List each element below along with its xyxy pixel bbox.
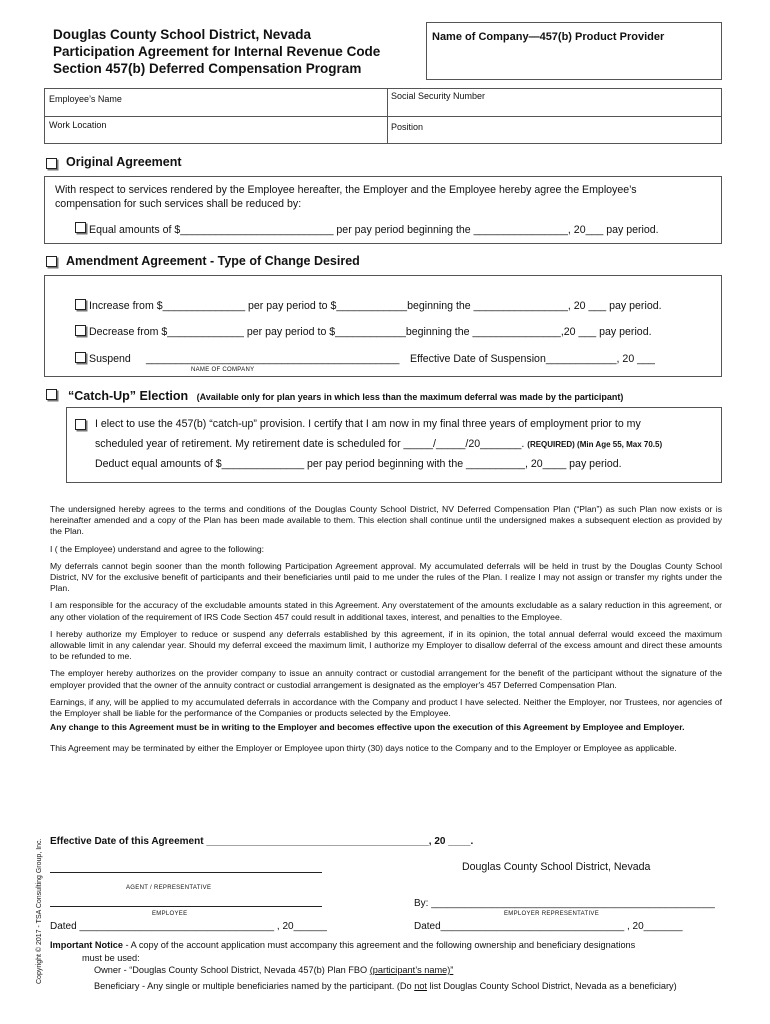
company-field-label: Name of Company—457(b) Product Provider	[432, 31, 665, 43]
company-name-field[interactable]	[426, 22, 722, 80]
original-text-line-1: With respect to services rendered by the Employee hereafter, the Employer and the Employee hereby agree the Employee’s	[55, 184, 637, 196]
catchup-subtitle: (Available only for plan years in which less than the maximum deferral was made by the participant)	[196, 392, 624, 402]
notice-text-2: must be used:	[82, 952, 140, 963]
work-location-label: Work Location	[49, 120, 107, 130]
increase-line[interactable]: Increase from $______________ per pay period to $____________beginning the ________________, 20 ___ pay period.	[89, 300, 662, 312]
employee-name-field[interactable]	[45, 89, 387, 116]
form-title	[53, 26, 380, 77]
employer-by-line[interactable]: By: ___________________________________________________	[414, 898, 715, 909]
original-text-line-2: compensation for such services shall be reduced by:	[55, 198, 302, 210]
amendment-checkbox[interactable]	[46, 256, 57, 267]
district-name: Douglas County School District, Nevada	[462, 861, 651, 873]
terms-paragraph-7: Earnings, if any, will be applied to my accumulated deferrals in accordance with the Company and product I have selected. Neither the Employer, nor Trustees, nor agencies of the Employer shall be liable for the performance of the Companies or products selected by the Employee.	[50, 696, 722, 719]
owner-participant: (participant’s name)”	[369, 965, 454, 975]
catchup-title: “Catch-Up” Election	[68, 389, 189, 403]
terms-section	[50, 504, 722, 755]
increase-checkbox[interactable]	[75, 299, 86, 310]
beneficiary-text-b: list Douglas County School District, Nevada as a beneficiary)	[426, 980, 677, 991]
notice-label: Important Notice	[50, 940, 123, 950]
terms-paragraph-6: The employer hereby authorizes on the provider company to issue an annuity contract or custodial arrangement for the benefit of the participant without the signature of the employer provided that the owner of the annuity contract or custodial arrangement is designated as the employer's 457 Deferred Compensation Plan.	[50, 668, 722, 690]
name-of-company-caption: NAME OF COMPANY	[191, 367, 255, 373]
catchup-line-1: I elect to use the 457(b) “catch-up” provision. I certify that I am now in my final three years of employment prior to my	[95, 418, 641, 430]
employee-info-grid	[44, 88, 722, 144]
catchup-line-3[interactable]: Deduct equal amounts of $______________ per pay period beginning with the __________, 20____ pay period.	[95, 458, 622, 470]
suspend-company-line[interactable]: ___________________________________________	[146, 353, 400, 365]
catchup-elect-checkbox[interactable]	[75, 419, 86, 430]
employer-rep-label: EMPLOYER REPRESENTATIVE	[504, 911, 600, 917]
agent-signature-line[interactable]	[50, 872, 322, 873]
beneficiary-designation	[50, 980, 722, 993]
employee-signature-line[interactable]	[50, 906, 322, 907]
original-agreement-checkbox[interactable]	[46, 158, 57, 169]
retirement-date-text: scheduled year of retirement. My retirement date is scheduled for _____/_____/20_______.	[95, 438, 525, 450]
ssn-field[interactable]	[388, 89, 721, 116]
decrease-checkbox[interactable]	[75, 325, 86, 336]
copyright-notice: Copyright © 2017 - TSA Consulting Group, Inc.	[36, 838, 43, 984]
beneficiary-not: not	[414, 980, 427, 991]
agent-label: AGENT / REPRESENTATIVE	[126, 885, 212, 891]
terms-paragraph-3: My deferrals cannot begin sooner than the month following Participation Agreement approval. My accumulated deferrals will be held in trust by the Douglas County School District, NV for the exclusive benefit of participants and their beneficiaries until paid to me under the rules of the Plan. I realize I may not assign or transfer my rights under the Plan.	[50, 560, 722, 594]
amendment-box	[44, 275, 722, 377]
required-note: (REQUIRED) (Min Age 55, Max 70.5)	[527, 440, 663, 449]
effective-date-line[interactable]: Effective Date of this Agreement ________________________________________, 20 ____.	[50, 836, 474, 847]
catchup-line-2[interactable]	[95, 438, 662, 450]
suspend-checkbox[interactable]	[75, 352, 86, 363]
decrease-line[interactable]: Decrease from $_____________ per pay period to $____________beginning the _______________,20 ___ pay period.	[89, 326, 652, 338]
owner-designation	[50, 964, 722, 977]
catchup-checkbox[interactable]	[46, 389, 57, 400]
terms-paragraph-9: This Agreement may be terminated by either the Employer or Employee upon thirty (30) days notice to the Company and to the Employer or Employee as applicable.	[50, 743, 677, 754]
beneficiary-text-a: Beneficiary - Any single or multiple beneficiaries named by the participant. (Do	[94, 980, 415, 991]
title-line-1: Douglas County School District, Nevada	[53, 27, 312, 42]
employee-name-label: Employee’s Name	[49, 94, 122, 104]
terms-paragraph-4: I am responsible for the accuracy of the excludable amounts stated in this Agreement. Any overstatement of the amounts excludable as a salary reduction in this agreement, or any other violation of the requirement of IRS Code Section 457 could result in additional taxes, interest, and penalties to the Employee.	[50, 600, 722, 622]
terms-paragraph-2: I ( the Employee) understand and agree to the following:	[50, 543, 265, 554]
employee-label: EMPLOYEE	[152, 911, 188, 917]
equal-amounts-checkbox[interactable]	[75, 222, 86, 233]
suspend-label: Suspend	[89, 353, 131, 365]
catchup-box	[66, 407, 722, 483]
title-line-2: Participation Agreement for Internal Revenue Code	[53, 44, 381, 59]
terms-paragraph-1: The undersigned hereby agrees to the terms and conditions of the Douglas County School District, NV Deferred Compensation Plan (“Plan”) as such Plan now exists or is hereinafter amended and a copy of the Plan has been made available to them. This election shall continue until the undersigned makes a subsequent election as provided by the Plan.	[50, 504, 722, 537]
employer-dated-line[interactable]: Dated_________________________________ , 20_______	[414, 921, 683, 932]
terms-paragraph-8: Any change to this Agreement must be in writing to the Employer and becomes effective upon the execution of this Agreement by Employee and Employer.	[50, 722, 685, 733]
catchup-heading	[68, 387, 623, 405]
position-label: Position	[391, 122, 424, 132]
employee-dated-line[interactable]: Dated ___________________________________ , 20______	[50, 921, 327, 932]
original-agreement-title: Original Agreement	[66, 155, 182, 169]
work-location-field[interactable]	[45, 117, 387, 143]
owner-text: Owner - “Douglas County School District, Nevada 457(b) Plan FBO	[94, 965, 370, 975]
position-field[interactable]	[388, 117, 721, 143]
important-notice	[50, 939, 722, 992]
equal-amounts-line[interactable]: Equal amounts of $__________________________ per pay period beginning the ________________, 20___ pay period.	[89, 224, 659, 236]
title-line-3: Section 457(b) Deferred Compensation Program	[53, 61, 362, 76]
terms-paragraph-5: I hereby authorize my Employer to reduce or suspend any deferrals established by this agreement, if in its opinion, the total annual deferral would exceed the maximum allowable limit in any calendar year. Should my deferral exceed the maximum limit, I authorize my Employer to disallow deferral of the excess amount and direct these amounts to be refunded to me.	[50, 628, 722, 662]
notice-text: - A copy of the account application must accompany this agreement and the following ownership and beneficiary designations	[123, 940, 636, 950]
amendment-title: Amendment Agreement - Type of Change Desired	[66, 254, 360, 268]
suspend-effective-date[interactable]: Effective Date of Suspension____________, 20 ___	[410, 353, 655, 365]
original-agreement-box	[44, 176, 722, 244]
ssn-label: Social Security Number	[391, 91, 486, 101]
